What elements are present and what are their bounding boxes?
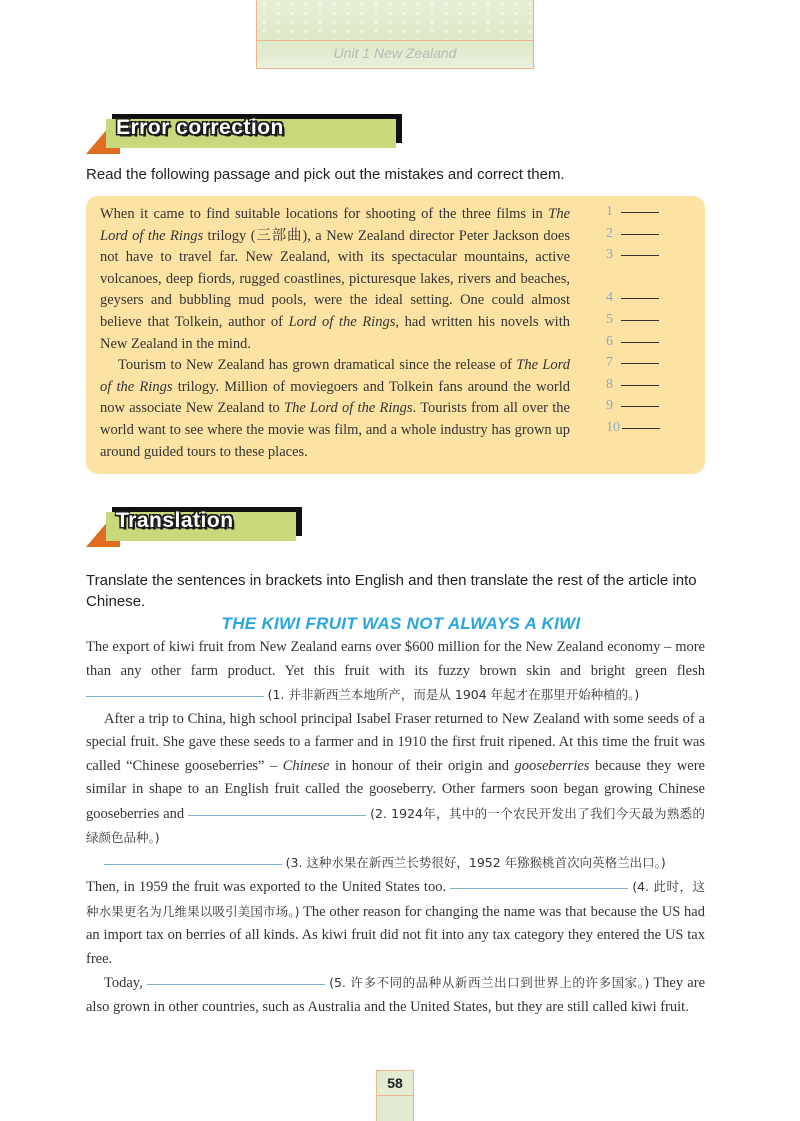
page-number-tab xyxy=(376,1070,414,1121)
passage-paragraph-1: When it came to find suitable locations for shooting of the three films in The Lord of the Rings trilogy (三部曲), a New Zealand director Peter Jackson does not have to travel far. New Zealand, with its spectacular mountains, active volcanoes, deep fiords, rugged coastlines, picturesque lakes, rivers and beaches, geysers and bubbling mud pools, were the ideal setting. One could almost believe that Tolkein, author of Lord of the Rings, had written his novels with New Zealand in the mind. xyxy=(100,206,570,352)
page-number-divider xyxy=(377,1095,413,1096)
translation-blank-4[interactable] xyxy=(450,888,628,889)
article-paragraph-1: The export of kiwi fruit from New Zealand earns over $600 million for the New Zealand economy – more than any other farm product. Yet this fruit with its fuzzy brown skin and bright green flesh (1. 并非新西兰本地所产，而是从 1904 年起才在那里开始种植的。) xyxy=(86,639,705,702)
error-passage xyxy=(100,204,570,463)
answer-line[interactable]: 7 xyxy=(606,355,659,377)
answer-line[interactable]: 10 xyxy=(606,420,660,442)
translation-blank-2[interactable] xyxy=(188,815,366,816)
header-divider xyxy=(257,40,533,41)
error-instruction: Read the following passage and pick out the mistakes and correct them. xyxy=(86,166,565,183)
unit-title: Unit 1 New Zealand xyxy=(333,45,457,61)
answer-line[interactable]: 2 xyxy=(606,226,659,248)
article-paragraph-3: (3. 这种水果在新西兰长势很好，1952 年猕猴桃首次向英格兰出口。) xyxy=(86,851,705,876)
article-paragraph-2: After a trip to China, high school principal Isabel Fraser returned to New Zealand with some seeds of a special fruit. She gave these seeds to a farmer and in 1910 the first fruit ripened. At this time the fruit was called “Chinese gooseberries” – Chinese in honour of their origin and gooseberries because they were similar in shape to an English fruit called the gooseberry. Other farmers soon began growing Chinese gooseberries and (2. 1924年，其中的一个农民开发出了我们今天最为熟悉的绿颜色品种。) xyxy=(86,710,706,845)
article-title: THE KIWI FRUIT WAS NOT ALWAYS A KIWI xyxy=(221,614,581,633)
error-correction-heading xyxy=(86,114,326,154)
answer-line[interactable]: 9 xyxy=(606,398,659,420)
article-paragraph-4: Then, in 1959 the fruit was exported to the United States too. (4. 此时，这种水果更名为几维果以吸引美国市场。) The other reason for changing the name was that because the US had an import tax on berries of all kinds. As kiwi fruit did not fit into any tax category they entered the US tax free. xyxy=(86,879,705,967)
translation-blank-1[interactable] xyxy=(86,696,264,697)
answer-line[interactable]: 8 xyxy=(606,377,659,399)
unit-header-tab xyxy=(256,0,534,69)
answer-line[interactable]: 1 xyxy=(606,204,659,226)
translation-article xyxy=(86,636,705,1019)
translation-heading xyxy=(86,507,286,547)
answer-line[interactable]: 5 xyxy=(606,312,659,334)
page-number: 58 xyxy=(387,1075,403,1091)
article-paragraph-5: Today, (5. 许多不同的品种从新西兰出口到世界上的许多国家。) They are also grown in other countries, such as Australia and the United States, but they are still called kiwi fruit. xyxy=(86,975,706,1015)
answer-line[interactable]: 4 xyxy=(606,290,659,312)
heading-text: Translation xyxy=(116,509,234,532)
translation-instruction: Translate the sentences in brackets into English and then translate the rest of the article into Chinese. xyxy=(86,572,697,610)
answer-line[interactable]: 6 xyxy=(606,334,659,356)
passage-paragraph-2: Tourism to New Zealand has grown dramatical since the release of The Lord of the Rings trilogy. Million of moviegoers and Tolkein fans around the world now associate New Zealand to The Lord of the Rings. Tourists from all over the world want to see where the movie was film, and a whole industry has grown up around guided tours to these places. xyxy=(100,357,570,460)
header-decoration xyxy=(257,0,533,40)
answer-line[interactable]: 3 xyxy=(606,247,659,269)
translation-blank-3[interactable] xyxy=(104,864,282,865)
translation-blank-5[interactable] xyxy=(147,984,325,985)
heading-text: Error correction xyxy=(116,116,284,139)
